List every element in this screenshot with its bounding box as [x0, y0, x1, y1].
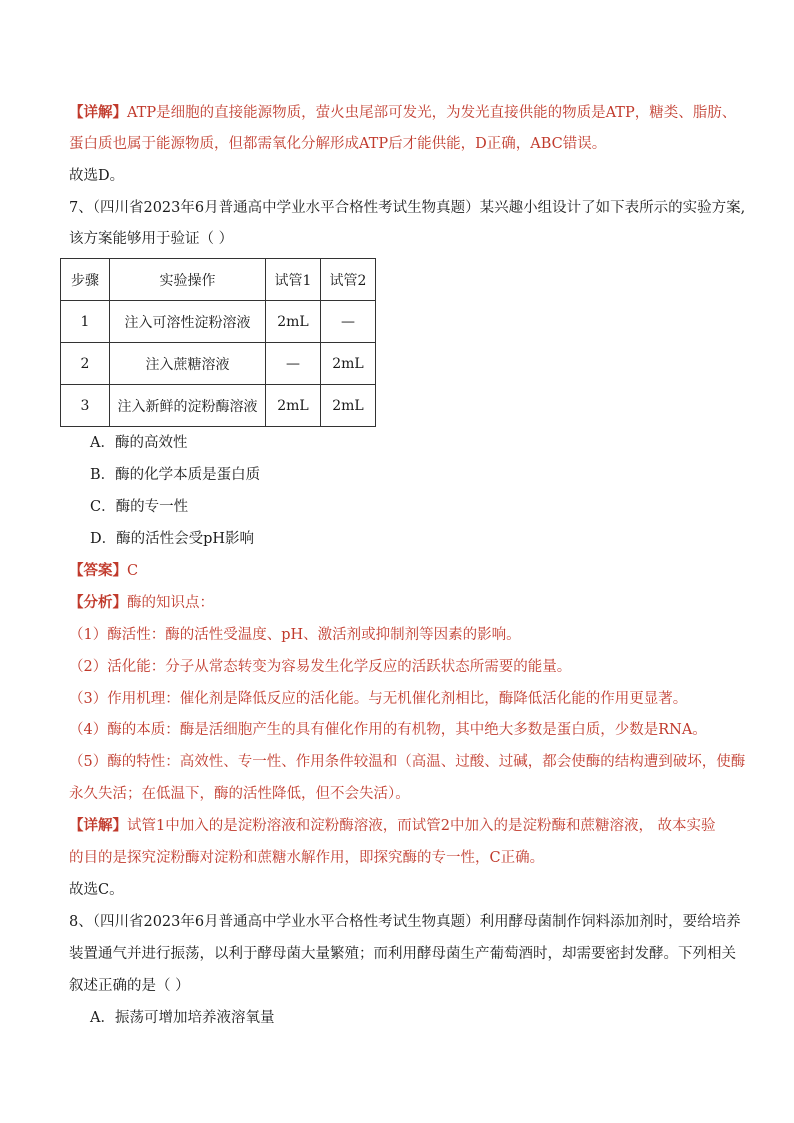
analysis-point-4: （4）酶的本质：酶是活细胞产生的具有催化作用的有机物，其中绝大多数是蛋白质，少数是RNA。 — [69, 722, 707, 738]
q7-stem-line2: 该方案能够用于验证（ ） — [69, 231, 234, 247]
table-row — [61, 385, 376, 427]
header-cell: 试管1 — [266, 259, 321, 301]
header-cell: 试管2 — [321, 259, 376, 301]
q6-detail-line1: 【详解】ATP是细胞的直接能源物质，萤火虫尾部可发光，为发光直接供能的物质是ATP，糖类、脂肪、 — [69, 104, 737, 121]
q7-stem-line1: 7、（四川省2023年6月普通高中学业水平合格性考试生物真题）某兴趣小组设计了如下表所示的实验方案, — [69, 200, 746, 216]
q6-conclusion: 故选D。 — [69, 168, 125, 184]
q8-stem-line1: 8、（四川省2023年6月普通高中学业水平合格性考试生物真题）利用酵母菌制作饲料添加剂时，要给培养 — [69, 914, 741, 930]
table-cell: 1 — [61, 301, 110, 343]
q8-stem-line2: 装置通气并进行振荡，以利于酵母菌大量繁殖；而利用酵母菌生产葡萄酒时，却需要密封发酵。下列相关 — [69, 946, 736, 962]
table-cell: — — [321, 301, 376, 343]
table-cell: — — [266, 343, 321, 385]
analysis-point-3: （3）作用机理：催化剂是降低反应的活化能。与无机催化剂相比，酶降低活化能的作用更显著。 — [69, 691, 688, 707]
q8-stem-line3: 叙述正确的是（ ） — [69, 978, 190, 994]
table-cell: 注入新鲜的淀粉酶溶液 — [110, 385, 266, 427]
detail-tag: 【详解】 — [69, 817, 127, 834]
answer-tag: 【答案】 — [69, 562, 127, 579]
q7-analysis-heading: 【分析】酶的知识点： — [69, 594, 214, 611]
header-cell: 步骤 — [61, 259, 110, 301]
q7-detail-line2: 的目的是探究淀粉酶对淀粉和蔗糖水解作用，即探究酶的专一性，C正确。 — [69, 850, 545, 866]
q7-answer — [69, 562, 138, 580]
table-row — [61, 301, 376, 343]
table-cell: 3 — [61, 385, 110, 427]
header-cell: 实验操作 — [110, 259, 266, 301]
experiment-table — [60, 258, 376, 427]
q7-option-c: C．酶的专一性 — [90, 499, 189, 515]
detail-tag: 【详解】 — [69, 104, 127, 121]
table-cell: 2 — [61, 343, 110, 385]
answer-value: C — [127, 563, 139, 579]
table-cell: 2mL — [266, 385, 321, 427]
table-cell: 注入可溶性淀粉溶液 — [110, 301, 266, 343]
table-cell: 注入蔗糖溶液 — [110, 343, 266, 385]
analysis-point-1: （1）酶活性：酶的活性受温度、pH、激活剂或抑制剂等因素的影响。 — [69, 627, 521, 643]
table-cell: 2mL — [321, 385, 376, 427]
analysis-point-5: （5）酶的特性：高效性、专一性、作用条件较温和（高温、过酸、过碱，都会使酶的结构遭到破坏，使酶 — [69, 754, 746, 770]
q6-detail-line2: 蛋白质也属于能源物质，但都需氧化分解形成ATP后才能供能，D正确，ABC错误。 — [69, 136, 607, 152]
q7-option-a: A．酶的高效性 — [90, 435, 188, 451]
table-header-row — [61, 259, 376, 301]
q7-conclusion: 故选C。 — [69, 882, 124, 898]
analysis-point-5-cont: 永久失活；在低温下，酶的活性降低，但不会失活）。 — [69, 786, 410, 802]
analysis-point-2: （2）活化能：分子从常态转变为容易发生化学反应的活跃状态所需要的能量。 — [69, 659, 572, 675]
table-cell: 2mL — [321, 343, 376, 385]
q7-detail-line1: 【详解】试管1中加入的是淀粉溶液和淀粉酶溶液，而试管2中加入的是淀粉酶和蔗糖溶液， 故本实验 — [69, 817, 716, 834]
table-cell: 2mL — [266, 301, 321, 343]
q8-option-a: A．振荡可增加培养液溶氧量 — [90, 1010, 275, 1026]
q7-option-b: B．酶的化学本质是蛋白质 — [90, 467, 261, 483]
q7-option-d: D．酶的活性会受pH影响 — [90, 531, 255, 547]
table-row — [61, 343, 376, 385]
analysis-tag: 【分析】 — [69, 594, 127, 611]
